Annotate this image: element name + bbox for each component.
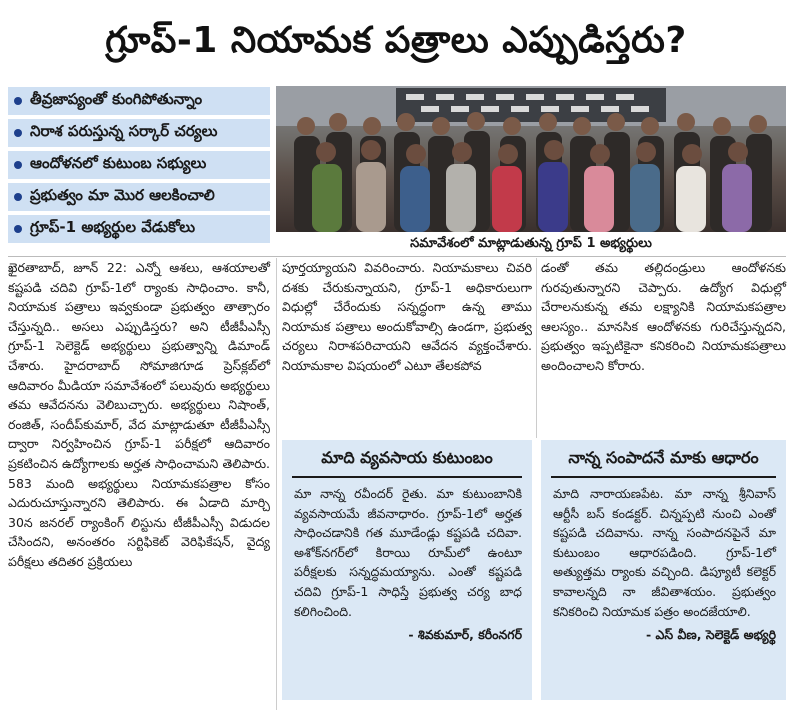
testimonial-title: మాది వ్యవసాయ కుటుంబం [292, 440, 522, 478]
bullet-dot-icon [14, 129, 22, 137]
column-divider [276, 258, 277, 710]
bullet-text: ఆందోళనలో కుటుంబ సభ్యులు [30, 154, 207, 172]
column-divider [536, 258, 537, 438]
testimonial-signature: - ఎస్‌ వీణ, సెలెక్టెడ్‌ అభ్యర్థి [645, 627, 776, 643]
bullet-text: నిరాశ పరుస్తున్న సర్కార్‌ చర్యలు [30, 122, 218, 140]
article-column-3 [541, 258, 786, 438]
article-text: డంతో తమ తల్లిదండ్రులు ఆందోళనకు గురవుతున్నారని చెప్పారు. ఉద్యోగ విధుల్లో చేరాలనుకున్న తమ లక్ష్యానికి నియామకపత్రాల ఆలస్యం.. మానసిక ఆందోళనకు గురిచేస్తున్నదని, ప్రభుత్వం ఇప్పటికైనా కనికరించి నియామకపత్రాలు అందించాలని కోరారు. [541, 260, 786, 373]
bullet-item [8, 183, 270, 211]
article-column-2 [282, 258, 532, 438]
bullet-item [8, 87, 270, 115]
testimonial-box-1 [282, 440, 532, 700]
headline: గ్రూప్‌-1 నియామక పత్రాలు ఎప్పుడిస్తరు? [105, 20, 687, 61]
bullet-text: ప్రభుత్వం మా మొర ఆలకించాలి [30, 186, 215, 204]
testimonial-signature: - శివకుమార్‌, కరీంనగర్‌ [408, 627, 522, 643]
testimonial-box-2 [541, 440, 786, 700]
testimonial-title: నాన్న సంపాదనే మాకు ఆధారం [551, 440, 776, 478]
press-meet-photo [276, 86, 786, 232]
article-text: పూర్తయ్యాయని వివరించారు. నియామకాలు చివరి దశకు చేరుకున్నాయని, గ్రూప్‌-1 అధికారులుగా విధుల్లో చేరేందుకు సన్నద్ధంగా ఉన్న తాము నియామక పత్రాలు అందుకోవాల్సి ఉండగా, ప్రభుత్వ చర్యలు నిరాశపరిచాయని ఆవేదన వ్యక్తంచేశారు. నియామకాల విషయంలో ఎటూ తేలకపోవ [282, 260, 532, 373]
testimonial-body: మాది నారాయణపేట. మా నాన్న శ్రీనివాస్‌ ఆర్టీసీ బస్‌ కండక్టర్‌. చిన్నప్పటి నుంచి ఎంతో కష్టపడి చదివాను. నాన్న సంపాదనపైనే మా కుటుంబం ఆధారపడింది. గ్రూప్‌-1లో అత్యుత్తమ ర్యాంకు వచ్చింది. డిప్యూటీ కలెక్టర్‌ కావాలన్నది నా జీవితాశయం. ప్రభుత్వం కనికరించి నియామక పత్రం అందజేయాలి. [553, 486, 776, 619]
bullet-item [8, 119, 270, 147]
divider [8, 256, 786, 257]
photo-caption: సమావేశంలో మాట్లాడుతున్న గ్రూప్‌ 1 అభ్యర్థులు [410, 236, 652, 251]
bullet-list [8, 87, 270, 247]
bullet-dot-icon [14, 193, 22, 201]
bullet-dot-icon [14, 225, 22, 233]
bullet-dot-icon [14, 161, 22, 169]
bullet-text: తీవ్రజాప్యంతో కుంగిపోతున్నాం [30, 90, 203, 108]
bullet-dot-icon [14, 97, 22, 105]
group-of-people-illustration [276, 86, 786, 232]
bullet-item [8, 215, 270, 243]
article-text: ఖైరతాబాద్‌, జూన్‌ 22: ఎన్నో ఆశలు, ఆశయాలతో కష్టపడి చదివి గ్రూప్‌-1లో ర్యాంకు సాధించాం. కానీ, నియామక పత్రాలు ఇవ్వకుండా ప్రభుత్వం తాత్సారం చేస్తున్నది.. అసలు ఎప్పుడిస్తరు? అని టీజీపీఎస్సీ గ్రూప్‌-1 సెలెక్టెడ్‌ అభ్యర్థులు ప్రభుత్వాన్ని డిమాండ్‌ చేశారు. హైదరాబాద్‌ సోమాజిగూడ ప్రెస్‌క్లబ్‌లో ఆదివారం మీడియా సమావేశంలో పలువురు అభ్యర్థులు తమ ఆవేదనను వెలిబుచ్చారు. అభ్యర్థులు నిషాంత్‌, రంజిత్‌, సందీప్‌కుమార్‌, వేద మాట్లాడుతూ టీజీపీఎస్సీ ద్వారా నిర్వహించిన గ్రూప్‌-1 పరీక్షలో ఆదివారం ప్రకటించిన ఉద్యోగాలకు అర్హత సాధించామని తెలిపారు. 583 మంది అభ్యర్థులు నియామకపత్రాల కోసం ఎదురుచూస్తున్నారని తెలిపారు. ఈ ఏడాది మార్చి 30న జనరల్‌ ర్యాంకింగ్‌ లిస్టును టీజీపీఎస్సీ విడుదల చేసిందని, అనంతరం సర్టిఫికెట్‌ వెరిఫికేషన్‌, వైద్య పరీక్షలు తదితర ప్రక్రియలు [8, 260, 270, 569]
bullet-text: గ్రూప్‌-1 అభ్యర్థుల వేడుకోలు [30, 218, 196, 236]
testimonial-body: మా నాన్న రవీందర్‌ రైతు. మా కుటుంబానికి వ్యవసాయమే జీవనాధారం. గ్రూప్‌-1లో అర్హత సాధించడానికి గత మూడేండ్లు కష్టపడి చదివా. అశోక్‌నగర్‌లో కిరాయి రూమ్‌లో ఉంటూ పరీక్షలకు సన్నద్ధమయ్యాను. ఎంతో కష్టపడి చదివి గ్రూప్‌-1 సాధిస్తే ప్రభుత్వ చర్య బాధ కలిగించింది. [294, 486, 522, 619]
article-column-1 [8, 258, 270, 710]
bullet-item [8, 151, 270, 179]
